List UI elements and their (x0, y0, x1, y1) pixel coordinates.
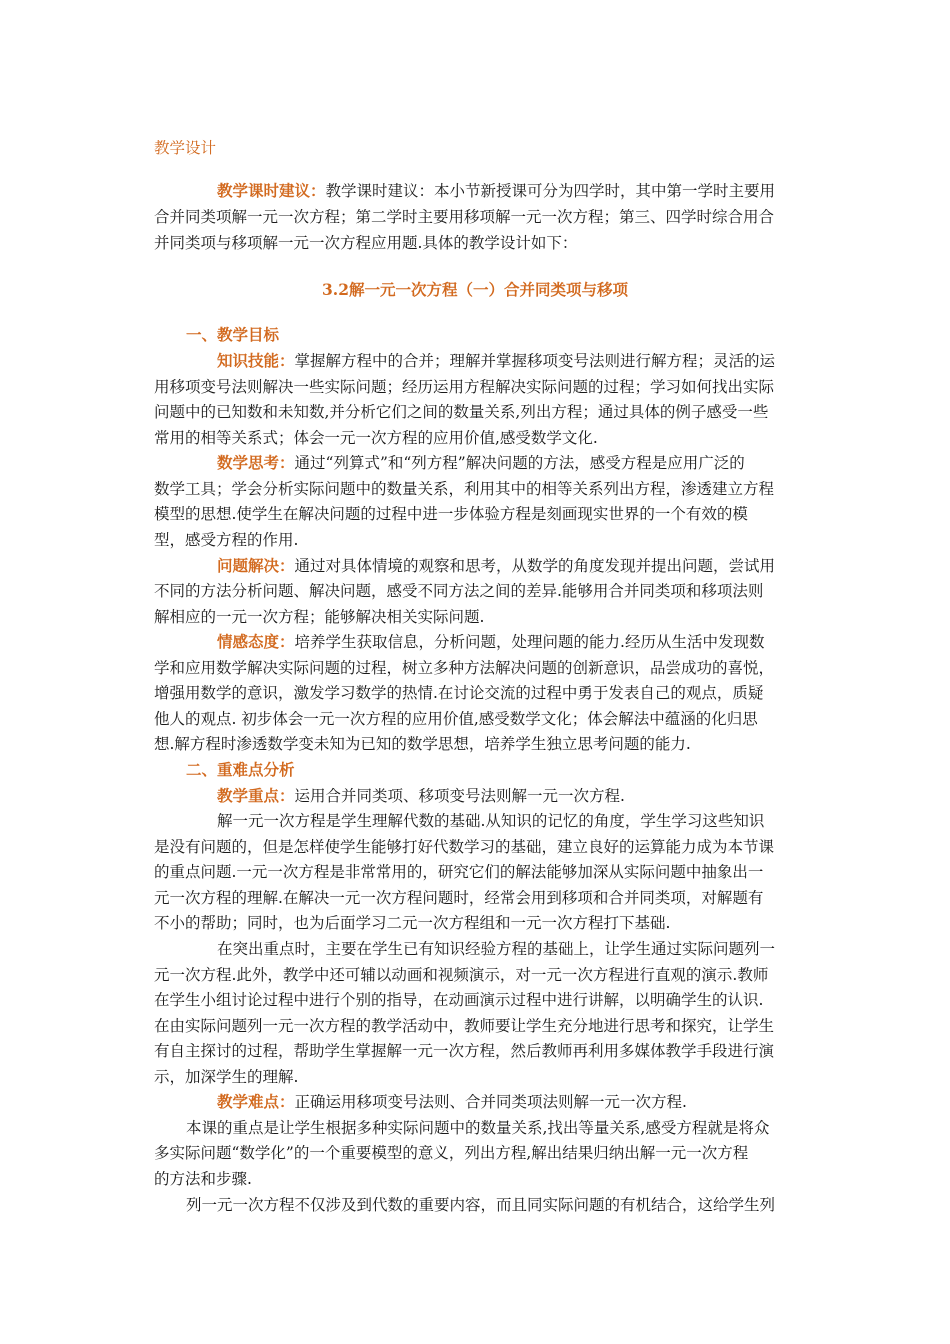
thinking-label: 数学思考： (217, 453, 295, 472)
knowledge-line-3: 问题中的已知数和未知数,并分析它们之间的数量关系,列出方程；通过具体的例子感受一些 (154, 403, 769, 421)
para2-line-2: 元一次方程.此外，教学中还可辅以动画和视频演示，对一元一次方程进行直观的演示.教师 (154, 966, 769, 984)
para2-line-6: 示，加深学生的理解. (154, 1068, 299, 1086)
lesson-title: 3.2解一元一次方程（一）合并同类项与移项 (322, 280, 628, 299)
para3-line-3: 的方法和步骤. (154, 1170, 252, 1188)
para3-line-2: 多实际问题“数学化”的一个重要模型的意义，列出方程,解出结果归纳出解一元一次方程 (154, 1144, 749, 1162)
thinking-line-3: 模型的思想.使学生在解决问题的过程中进一步体验方程是刻画现实世界的一个有效的模 (154, 505, 748, 523)
thinking-line-2: 数学工具；学会分析实际问题中的数量关系，利用其中的相等关系列出方程，渗透建立方程 (154, 480, 775, 498)
problem-line-3: 解相应的一元一次方程；能够解决相关实际问题. (154, 608, 485, 626)
attitude-text-1: 培养学生获取信息，分析问题，处理问题的能力.经历从生活中发现数 (294, 633, 765, 651)
attitude-line-1 (217, 632, 764, 652)
para2-line-5: 有自主探讨的过程，帮助学生掌握解一元一次方程，然后教师再利用多媒体教学手段进行演 (154, 1042, 775, 1060)
section2-heading: 二、重难点分析 (186, 760, 295, 779)
attitude-line-3: 增强用数学的意识，激发学习数学的热情.在讨论交流的过程中勇于发表自己的观点，质疑 (154, 684, 764, 702)
knowledge-label: 知识技能： (217, 351, 295, 370)
para1-line-1: 解一元一次方程是学生理解代数的基础.从知识的记忆的角度，学生学习这些知识 (217, 812, 765, 830)
intro-label: 教学课时建议： (217, 181, 326, 200)
key-point-line (217, 786, 625, 806)
para2-line-4: 在由实际问题列一元一次方程的教学活动中，教师要让学生充分地进行思考和探究，让学生 (154, 1017, 775, 1035)
para3-line-1: 本课的重点是让学生根据多种实际问题中的数量关系,找出等量关系,感受方程就是将众 (186, 1119, 770, 1137)
intro-line-1 (217, 181, 775, 201)
problem-text-1: 通过对具体情境的观察和思考，从数学的角度发现并提出问题，尝试用 (294, 557, 776, 575)
para2-line-3: 在学生小组讨论过程中进行个别的指导，在动画演示过程中进行讲解，以明确学生的认识. (154, 991, 764, 1009)
doc-label: 教学设计 (154, 139, 217, 157)
thinking-line-4: 型，感受方程的作用. (154, 531, 299, 549)
attitude-line-5: 想.解方程时渗透数学变未知为已知的数学思想，培养学生独立思考问题的能力. (154, 735, 691, 753)
attitude-line-2: 学和应用数学解决实际问题的过程，树立多种方法解决问题的创新意识，品尝成功的喜悦， (154, 659, 775, 677)
attitude-line-4: 他人的观点. 初步体会一元一次方程的应用价值,感受数学文化；体会解法中蕴涵的化归思 (154, 710, 758, 728)
key-point-text: 运用合并同类项、移项变号法则解一元一次方程. (294, 787, 625, 805)
difficulty-text: 正确运用移项变号法则、合并同类项法则解一元一次方程. (294, 1093, 687, 1111)
para1-line-5: 不小的帮助；同时，也为后面学习二元一次方程组和一元一次方程打下基础. (154, 914, 671, 932)
intro-line-2: 合并同类项解一元一次方程；第二学时主要用移项解一元一次方程；第三、四学时综合用合 (154, 208, 775, 226)
knowledge-text-1: 掌握解方程中的合并；理解并掌握移项变号法则进行解方程；灵活的运 (294, 352, 776, 370)
difficulty-line (217, 1092, 687, 1112)
para1-line-2: 是没有问题的，但是怎样使学生能够打好代数学习的基础，建立良好的运算能力成为本节课 (154, 838, 775, 856)
knowledge-line-4: 常用的相等关系式；体会一元一次方程的应用价值,感受数学文化. (154, 429, 598, 447)
intro-text-1: 教学课时建议：本小节新授课可分为四学时，其中第一学时主要用 (325, 182, 776, 200)
thinking-line-1 (217, 453, 745, 473)
difficulty-label: 教学难点： (217, 1092, 295, 1111)
knowledge-line-1 (217, 351, 775, 371)
problem-label: 问题解决： (217, 556, 295, 575)
intro-line-3: 并同类项与移项解一元一次方程应用题.具体的教学设计如下： (154, 234, 578, 252)
para1-line-4: 元一次方程的理解.在解决一元一次方程问题时，经常会用到移项和合并同类项，对解题有 (154, 889, 764, 907)
thinking-text-1: 通过“列算式”和“列方程”解决问题的方法，感受方程是应用广泛的 (294, 454, 745, 472)
problem-line-2: 不同的方法分析问题、解决问题，感受不同方法之间的差异.能够用合并同类项和移项法则 (154, 582, 764, 600)
para2-line-1: 在突出重点时，主要在学生已有知识经验方程的基础上，让学生通过实际问题列一 (217, 940, 776, 958)
para4-line-1: 列一元一次方程不仅涉及到代数的重要内容，而且同实际问题的有机结合，这给学生列 (186, 1196, 776, 1214)
problem-line-1 (217, 556, 775, 576)
knowledge-line-2: 用移项变号法则解决一些实际问题；经历运用方程解决实际问题的过程；学习如何找出实际 (154, 378, 775, 396)
key-point-label: 教学重点： (217, 786, 295, 805)
section1-heading: 一、教学目标 (186, 325, 280, 344)
attitude-label: 情感态度： (217, 632, 295, 651)
para1-line-3: 的重点问题.一元一次方程是非常常用的，研究它们的解法能够加深从实际问题中抽象出一 (154, 863, 764, 881)
